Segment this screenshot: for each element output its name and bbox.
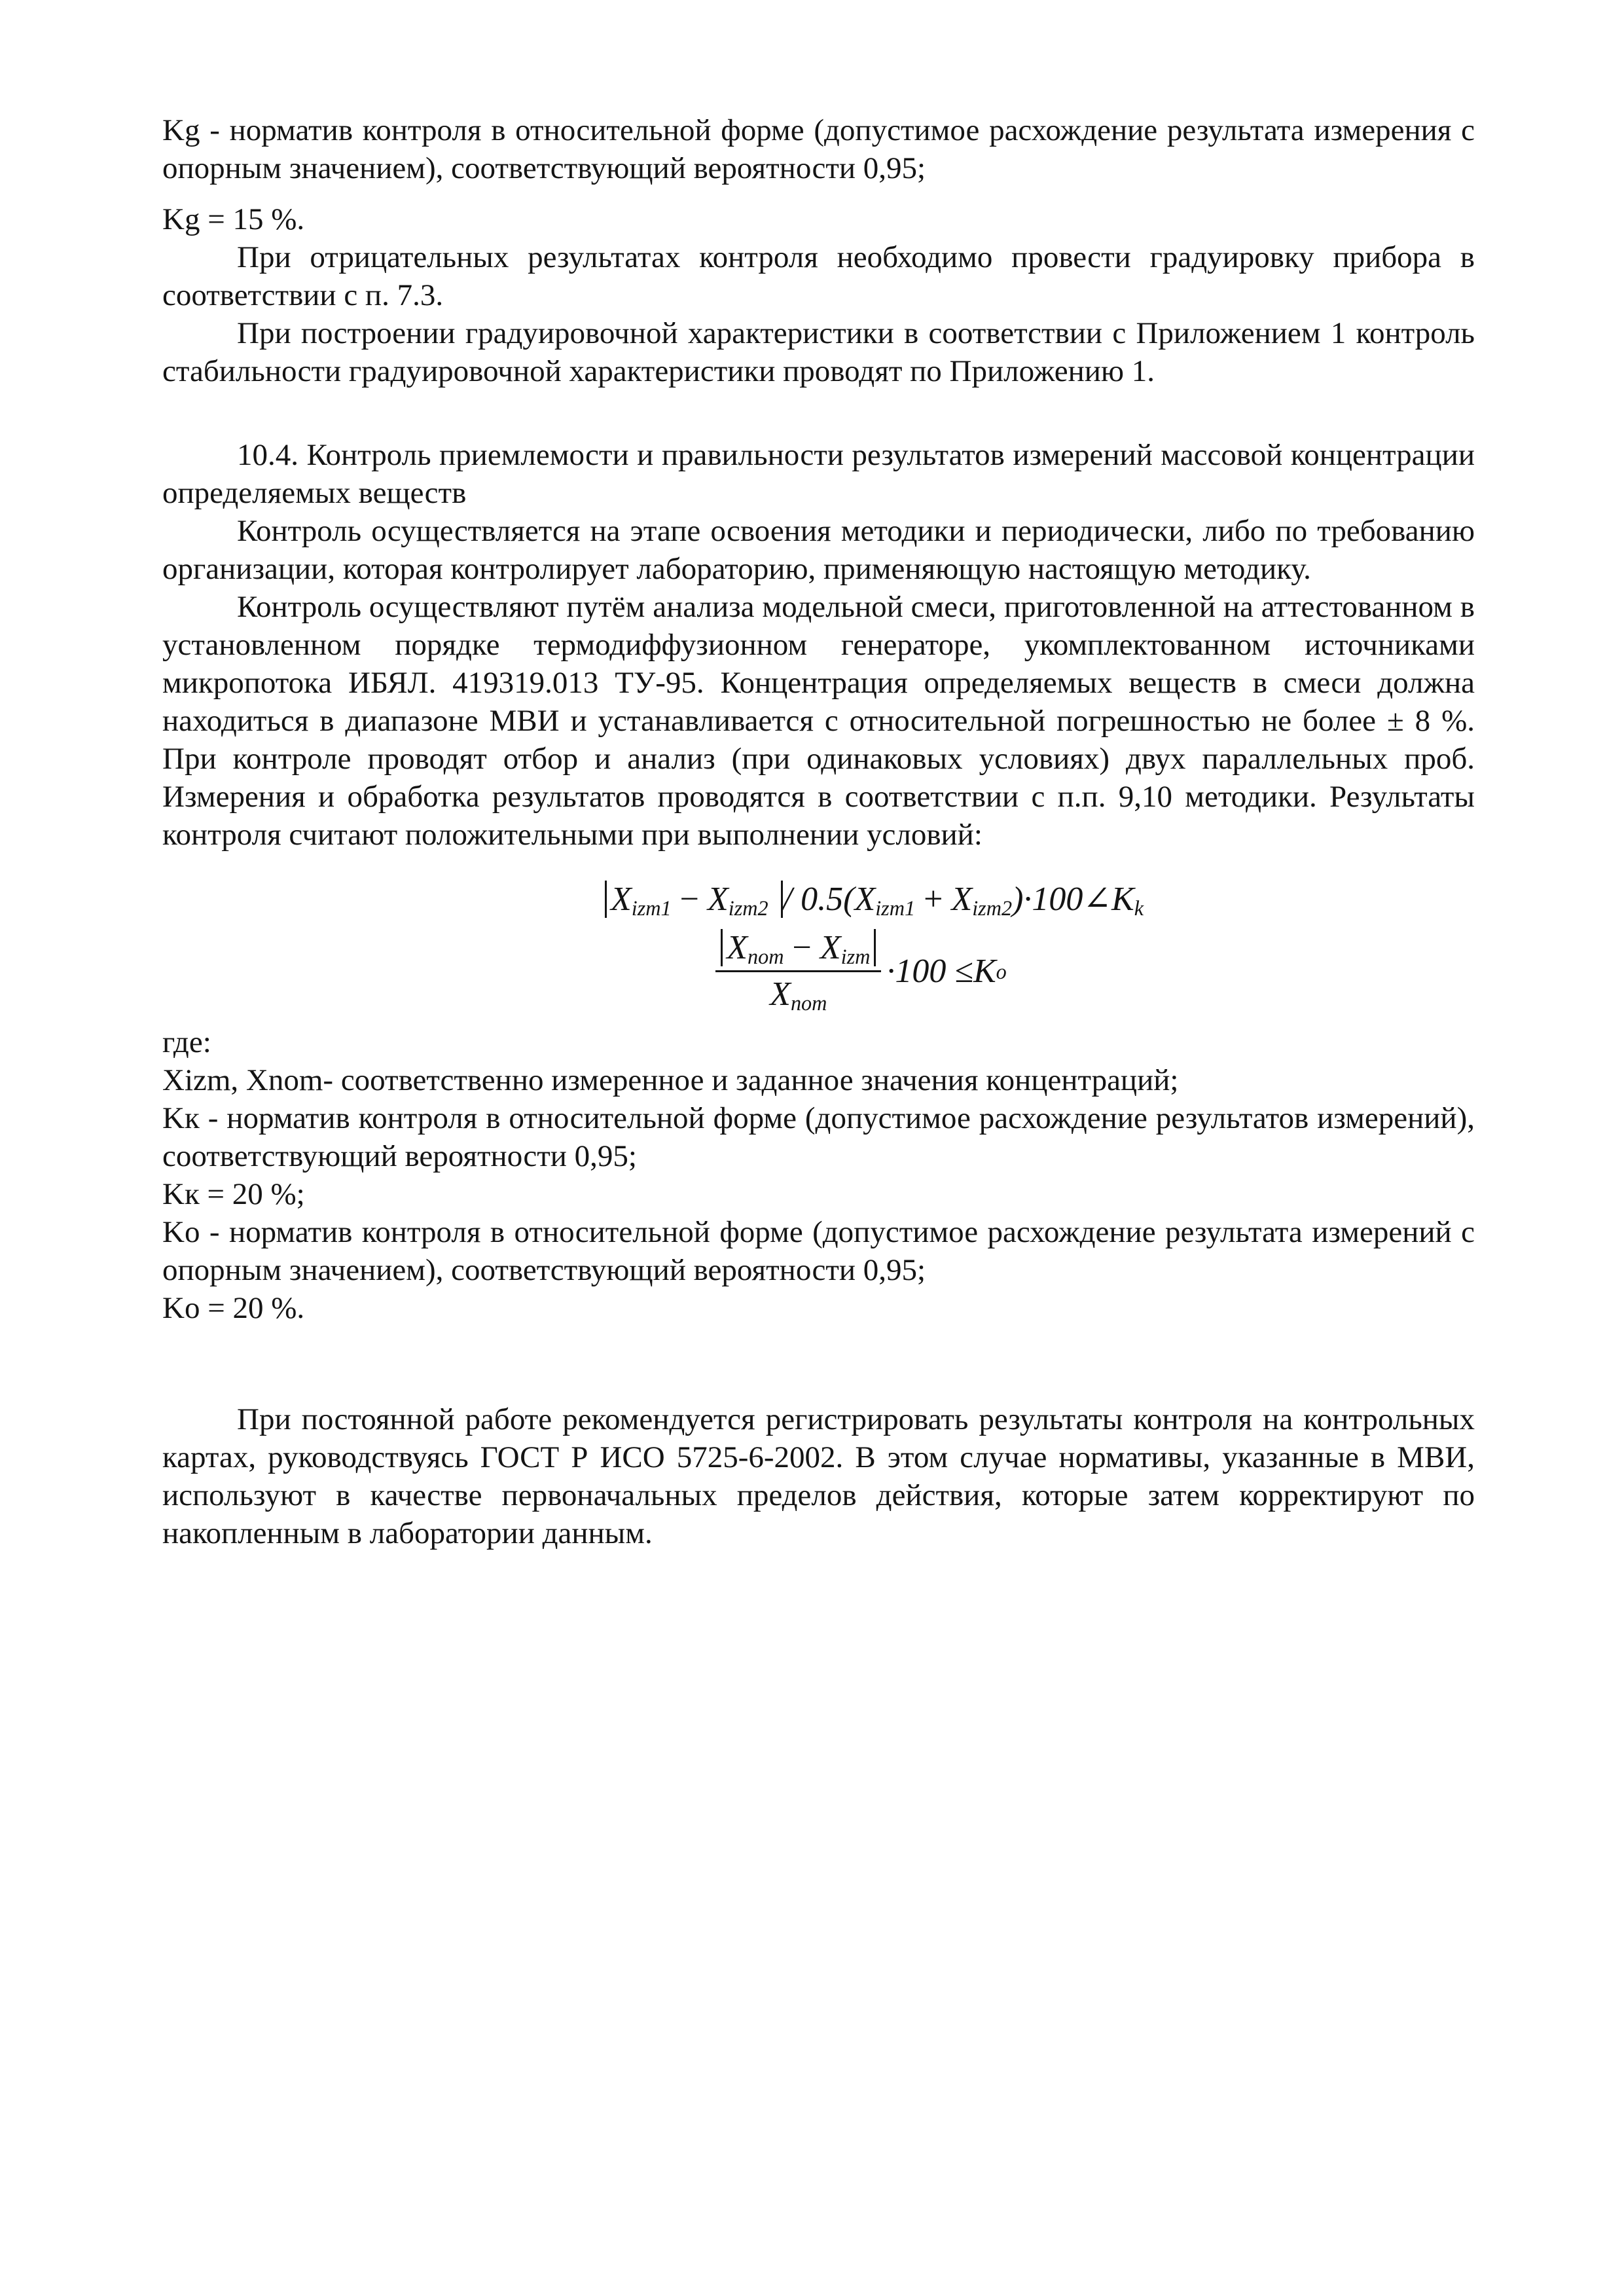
control-conditions-formulas	[162, 876, 1475, 1014]
formula-sub-k: k	[1134, 896, 1144, 920]
control-charts-text: При постоянной работе рекомендуется регистрировать результаты контроля на контрольных картах, руководствуясь ГОСТ Р ИСО 5725-6-2002. В этом случае нормативы, указанные в МВИ, используют в качестве первоначальных пределов действия, которые затем корректируют по накопленным в лаборатории данным.	[162, 1402, 1475, 1550]
negative-results-text: При отрицательных результатах контроля необходимо провести градуировку прибора в соответствии с п. 7.3.	[162, 240, 1475, 312]
formula-minus: −	[671, 881, 708, 918]
control-method-text: Контроль осуществляют путём анализа модельной смеси, приготовленной на аттестованном в установленном порядке термодиффузионном генераторе, укомплектованном источниками микропотока ИБЯЛ. 419319.013 ТУ-95. Концентрация определяемых веществ в смеси должна находиться в диапазоне МВИ и устанавливается с относительной погрешностью не более ± 8 %. При контроле проводят отбор и анализ (при одинаковых условиях) двух параллельных проб. Измерения и обработка результатов проводятся в соответствии с п.п. 9,10 методики. Результаты контроля считают положительными при выполнении условий:	[162, 590, 1475, 852]
abs-difference	[605, 881, 783, 918]
where-label	[162, 1023, 1475, 1061]
kg-value	[162, 200, 1475, 238]
ko-definition	[162, 1213, 1475, 1289]
formula-times-100-angle: )·100∠	[1012, 881, 1111, 918]
kg-value-text: Kg = 15 %.	[162, 202, 305, 236]
formula-symbol-x: X	[770, 975, 791, 1013]
formula-symbol-x: X	[854, 881, 876, 918]
fraction-numerator	[715, 928, 881, 972]
formula-symbol-x: X	[611, 881, 632, 918]
formula-symbol-x: X	[727, 929, 748, 966]
formula-sub-izm1: izm1	[875, 896, 916, 920]
kk-value-text: Kк = 20 %;	[162, 1177, 305, 1211]
control-method-paragraph	[162, 588, 1475, 854]
kg-definition-text: Kg - норматив контроля в относительной форме (допустимое расхождение результата измерения с опорным значением), соответствующий вероятности 0,95;	[162, 113, 1475, 185]
calibration-characteristic-paragraph	[162, 314, 1475, 390]
kk-definition	[162, 1099, 1475, 1175]
formula-accuracy: $\frac{X_{nom} - X_{izm}}{X_{nom}}$ ·100 ≤ K o	[630, 928, 1007, 1014]
formula-symbol-x: X	[951, 881, 973, 918]
x-definition	[162, 1061, 1475, 1099]
section-10-4-text: 10.4. Контроль приемлемости и правильности результатов измерений массовой концентрации определяемых веществ	[162, 438, 1475, 510]
document-page	[162, 111, 1475, 1552]
calibration-characteristic-text: При построении градуировочной характеристики в соответствии с Приложением 1 контроль стабильности градуировочной характеристики проводят по Приложению 1.	[162, 316, 1475, 388]
fraction-denominator	[770, 972, 827, 1014]
abs-deviation	[721, 929, 876, 969]
control-stage-text: Контроль осуществляется на этапе освоения методики и периодически, либо по требованию организации, которая контролирует лабораторию, применяющую настоящую методику.	[162, 514, 1475, 586]
formula-sub-izm2: izm2	[728, 896, 768, 920]
x-definition-text: Xizm, Xnom- соответственно измеренное и заданное значения концентраций;	[162, 1063, 1179, 1097]
control-stage-paragraph	[162, 512, 1475, 588]
where-text: где:	[162, 1025, 211, 1059]
formula-minus: −	[784, 929, 820, 966]
ko-value-text: Ko = 20 %.	[162, 1291, 305, 1325]
formula-times-100-le: ·100 ≤	[886, 952, 973, 990]
formula-symbol-k: K	[973, 952, 996, 990]
formula-parallel-samples	[162, 876, 1475, 923]
kg-definition	[162, 111, 1475, 187]
formula-symbol-x: X	[708, 881, 729, 918]
section-10-4-heading	[162, 436, 1475, 512]
control-charts-paragraph	[162, 1400, 1475, 1552]
formula-sub-nom: nom	[790, 991, 827, 1015]
kk-value	[162, 1175, 1475, 1213]
ko-value	[162, 1289, 1475, 1327]
formula-sub-izm2: izm2	[972, 896, 1013, 920]
formula-symbol-k: K	[1111, 881, 1134, 918]
negative-results-paragraph	[162, 238, 1475, 314]
kk-definition-text: Kк - норматив контроля в относительной форме (допустимое расхождение результатов измерений), соответствующий вероятности 0,95;	[162, 1101, 1475, 1173]
formula-sub-izm1: izm1	[631, 896, 672, 920]
formula-sub-izm: izm	[840, 945, 871, 969]
formula-sub-nom: nom	[748, 945, 784, 969]
formula-symbol-x: X	[820, 929, 841, 966]
formula-plus: +	[915, 881, 952, 918]
formula-half-sum-open: / 0.5(	[782, 881, 855, 918]
ko-definition-text: Ko - норматив контроля в относительной форме (допустимое расхождение результата измерений с опорным значением), соответствующий вероятности 0,95;	[162, 1215, 1475, 1287]
formula-fraction	[715, 928, 881, 1014]
